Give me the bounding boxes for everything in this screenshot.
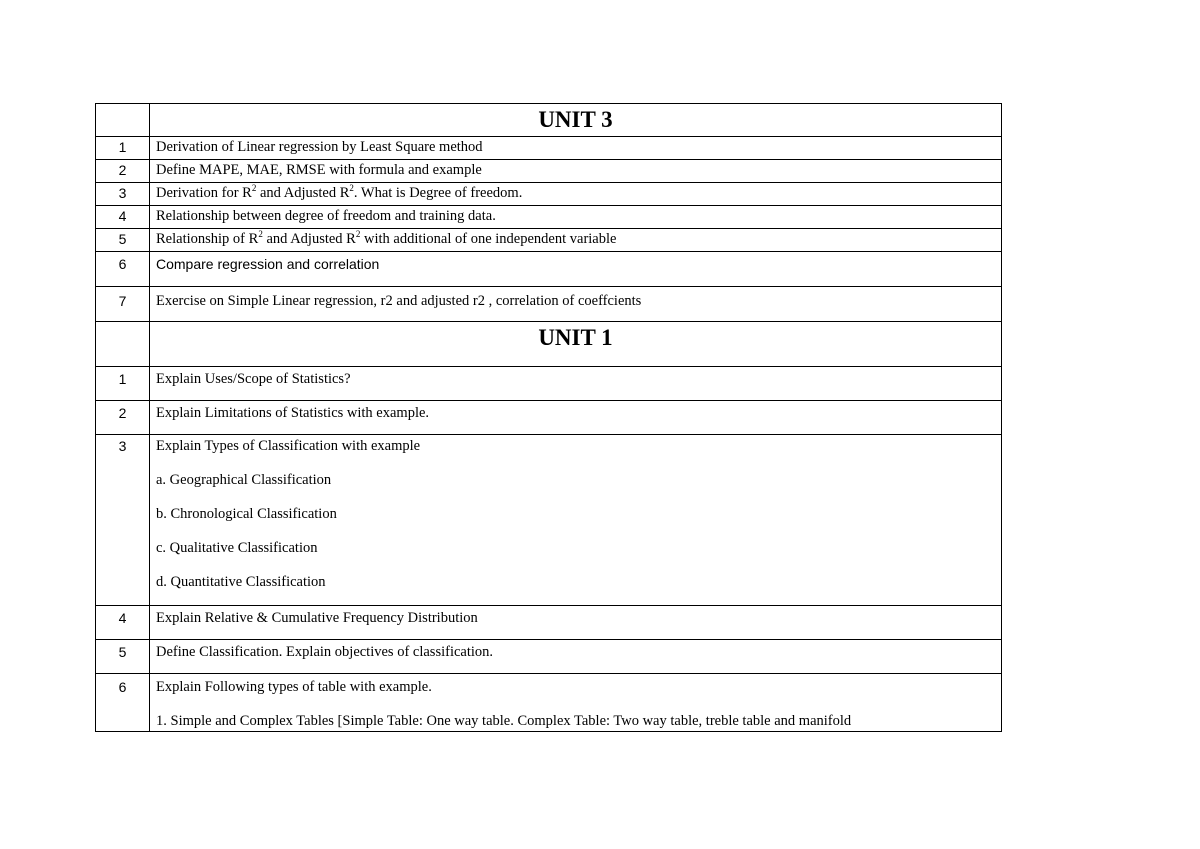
question-text: Derivation of Linear regression by Least Square method [150, 137, 1002, 160]
row-number: 2 [118, 405, 127, 421]
row-number: 1 [118, 371, 127, 387]
row-number: 5 [96, 229, 150, 252]
table-row [96, 674, 1002, 732]
question-text: Explain Limitations of Statistics with example. [156, 405, 430, 421]
table-row [96, 137, 1002, 160]
table-row [96, 252, 1002, 287]
superscript: 2 [355, 229, 361, 240]
question-text: Relationship between degree of freedom and training data. [150, 206, 1002, 229]
list-item: 1. Simple and Complex Tables [Simple Table: One way table. Complex Table: Two way table, treble table and manifold [156, 713, 852, 729]
table-row [96, 287, 1002, 322]
question-text: Exercise on Simple Linear regression, r2 and adjusted r2 , correlation of coeffcients [156, 293, 642, 309]
question-text: Explain Types of Classification with example [156, 438, 421, 454]
list-item: d. Quantitative Classification [156, 574, 326, 590]
text-part: with additional of one independent variable [360, 231, 617, 247]
table-row [96, 367, 1002, 401]
header-number-cell [96, 322, 150, 367]
question-text: Explain Following types of table with example. [156, 679, 432, 695]
list-item: a. Geographical Classification [156, 472, 332, 488]
row-number: 4 [96, 206, 150, 229]
header-number-cell [96, 104, 150, 137]
text-part: and Adjusted R [256, 185, 350, 201]
table-row [96, 401, 1002, 435]
row-number: 3 [96, 183, 150, 206]
unit-1-title: UNIT 1 [538, 325, 613, 350]
unit-3-title: UNIT 3 [538, 107, 613, 132]
table-row [96, 640, 1002, 674]
superscript: 2 [258, 229, 263, 240]
row-number: 6 [118, 679, 127, 695]
table-row [96, 435, 1002, 606]
unit-1-header-row [96, 322, 1002, 367]
row-number: 4 [118, 610, 127, 626]
question-text [150, 229, 1002, 252]
row-number: 5 [118, 644, 127, 660]
table-row [96, 206, 1002, 229]
question-text [150, 183, 1002, 206]
table-row [96, 183, 1002, 206]
table-row [96, 160, 1002, 183]
text-part: Derivation for R [156, 185, 252, 201]
row-number: 2 [96, 160, 150, 183]
row-number: 6 [118, 256, 127, 272]
row-number: 1 [96, 137, 150, 160]
superscript: 2 [349, 183, 354, 194]
row-number: 3 [118, 438, 127, 454]
text-part: . What is Degree of freedom. [353, 185, 523, 201]
text-part: and Adjusted R [262, 231, 356, 247]
question-table [95, 103, 1002, 732]
list-item: b. Chronological Classification [156, 506, 337, 522]
row-number: 7 [118, 293, 127, 309]
question-text: Explain Uses/Scope of Statistics? [156, 371, 351, 387]
question-text: Define MAPE, MAE, RMSE with formula and example [150, 160, 1002, 183]
superscript: 2 [251, 183, 257, 194]
text-part: Relationship of R [156, 231, 259, 247]
unit-3-header-row [96, 104, 1002, 137]
question-text: Explain Relative & Cumulative Frequency Distribution [156, 610, 478, 626]
question-text: Define Classification. Explain objectives of classification. [156, 644, 494, 660]
table-row [96, 606, 1002, 640]
table-row [96, 229, 1002, 252]
question-text: Compare regression and correlation [156, 256, 380, 272]
list-item: c. Qualitative Classification [156, 540, 318, 556]
